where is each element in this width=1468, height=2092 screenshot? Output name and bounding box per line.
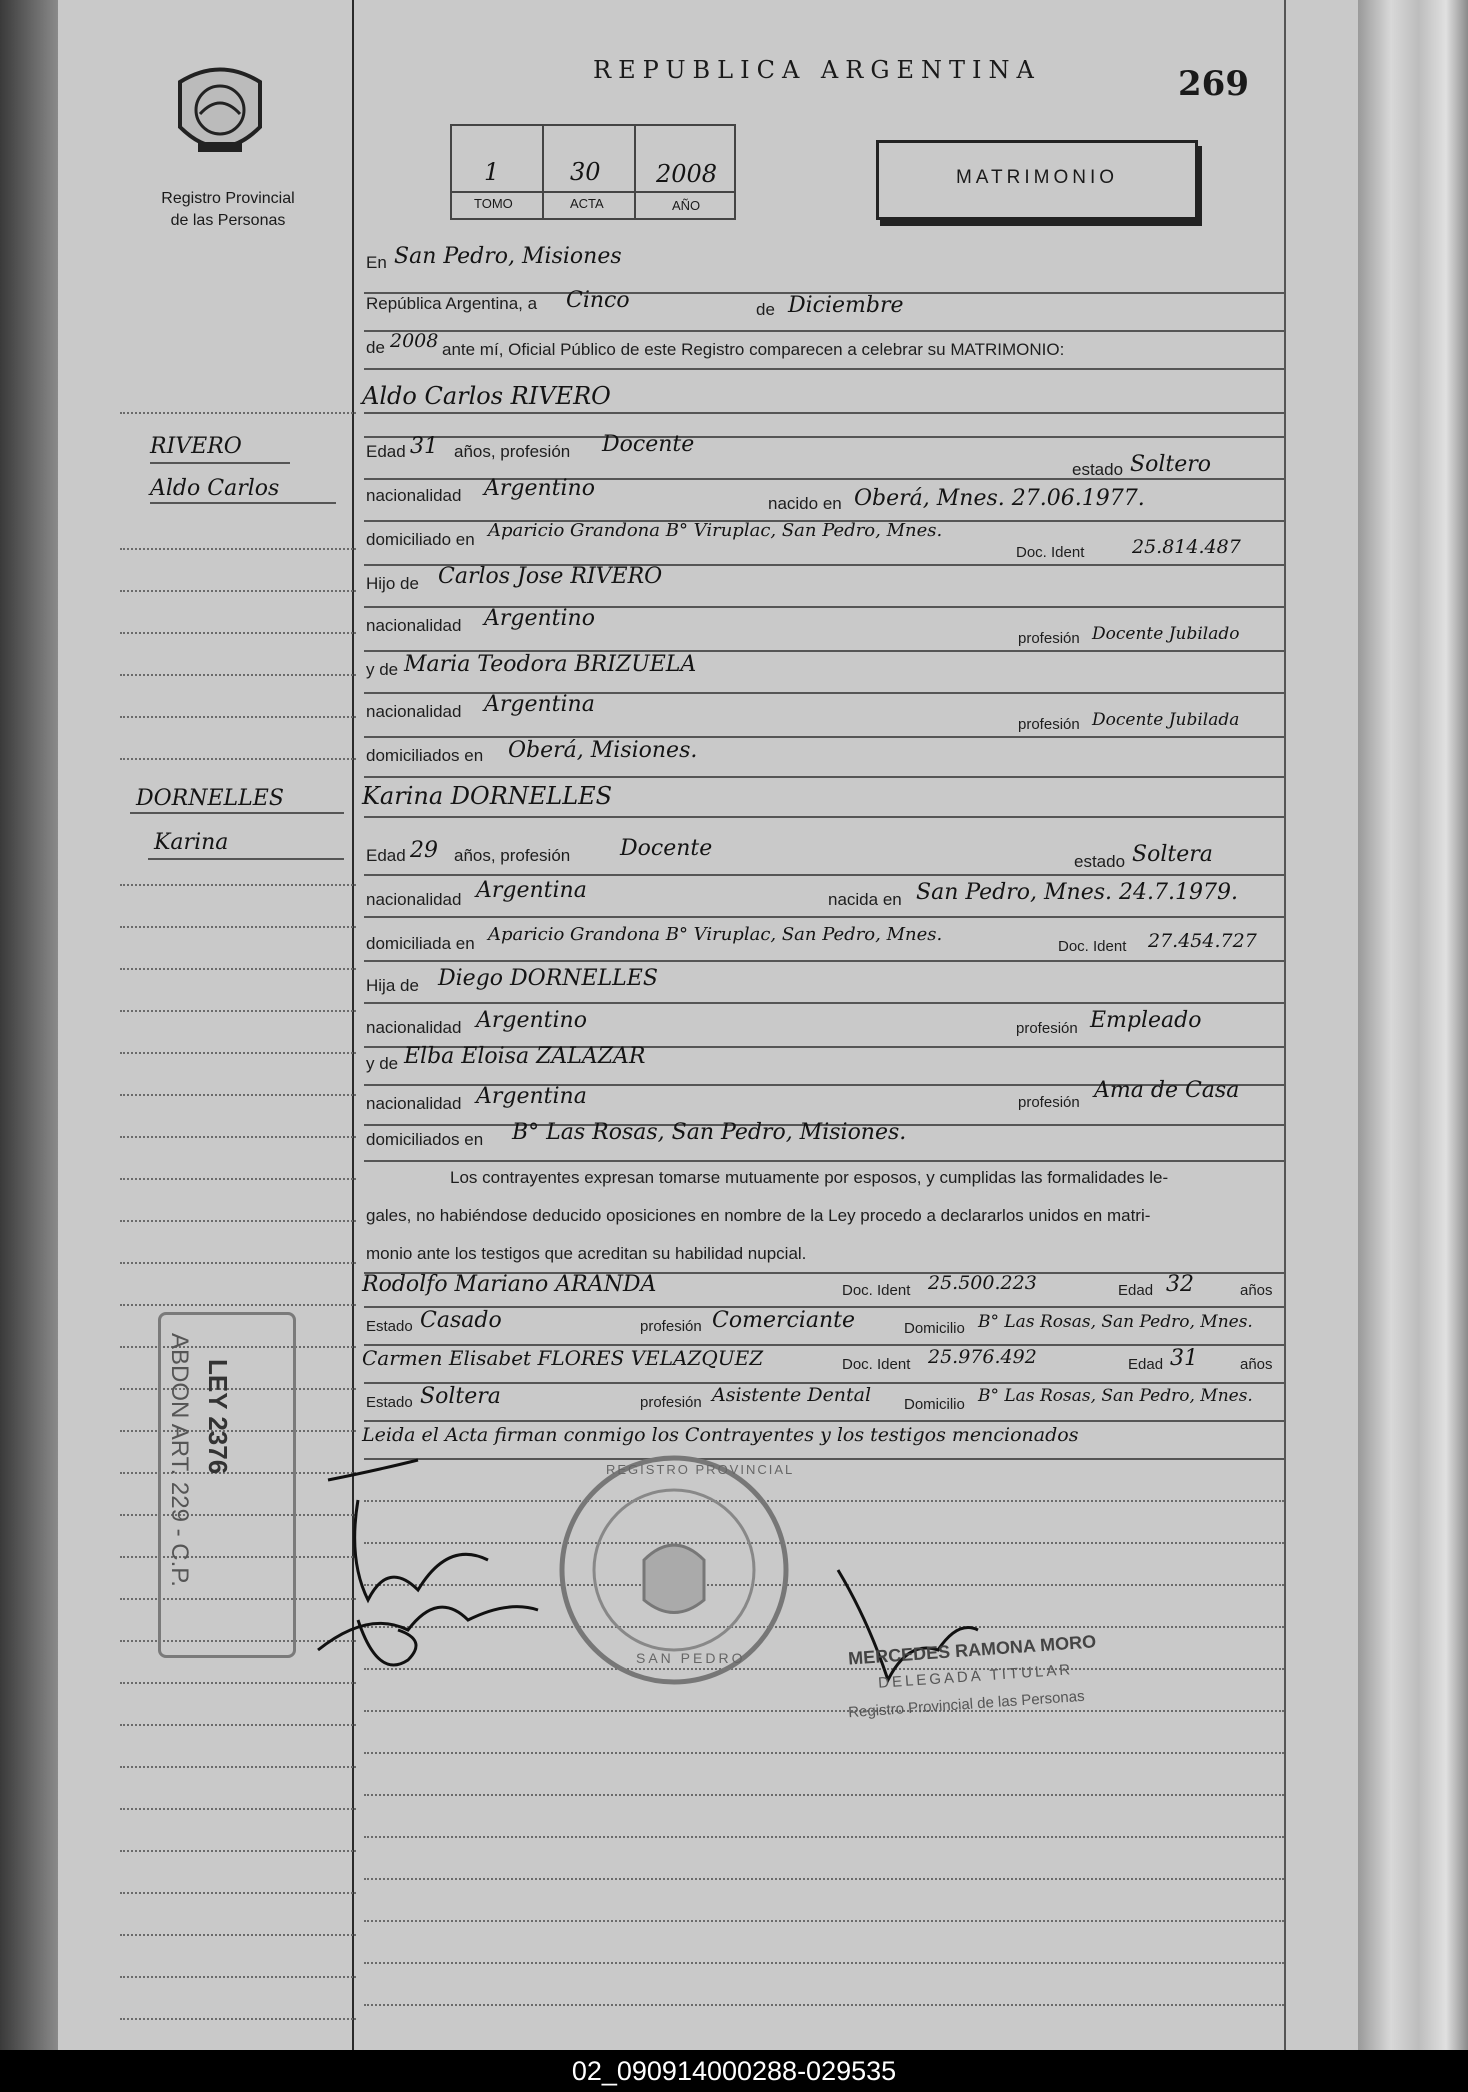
law-stamp-subtext: ABDON ART. 229 - C.P. [166, 1333, 193, 1587]
witness2-estado-label: Estado [366, 1394, 413, 1411]
witness1-estado-label: Estado [366, 1318, 413, 1335]
margin-rule [120, 716, 356, 718]
bride-mother-prof-label: profesión [1018, 1094, 1080, 1111]
witness2-dom-label: Domicilio [904, 1396, 965, 1413]
margin-rule [120, 884, 356, 886]
bride-nacida-label: nacida en [828, 890, 902, 909]
groom-father-nationality: Argentino [484, 606, 595, 631]
section-rule [364, 436, 1284, 438]
rule [364, 1160, 1284, 1162]
margin-divider [352, 0, 354, 2050]
witness1-doc: 25.500.223 [928, 1272, 1037, 1294]
groom-hijo-label: Hijo de [366, 574, 419, 593]
bride-nationality: Argentina [476, 878, 587, 903]
margin-rule [120, 412, 356, 414]
margin-rule [120, 1094, 356, 1096]
bride-mother: Elba Eloisa ZALAZAR [404, 1044, 646, 1069]
place-value: San Pedro, Misiones [394, 244, 622, 269]
rule [364, 330, 1284, 332]
bride-father-profession: Empleado [1090, 1008, 1202, 1033]
witness1-address: B° Las Rosas, San Pedro, Mnes. [978, 1312, 1253, 1332]
witness1-status: Casado [420, 1308, 502, 1333]
groom-father-profession: Docente Jubilado [1092, 624, 1240, 644]
witness2-anos-label: años [1240, 1356, 1273, 1373]
en-label: En [366, 253, 387, 272]
rule [364, 1878, 1284, 1880]
witness2-profession: Asistente Dental [712, 1384, 872, 1406]
bride-mother-nac-label: nacionalidad [366, 1094, 462, 1113]
official-name: MERCEDES RAMONA MORO [847, 1631, 1097, 1669]
witness1-name: Rodolfo Mariano ARANDA [362, 1272, 657, 1297]
de-label: de [756, 300, 775, 319]
margin-rule [120, 1934, 356, 1936]
margin-rule [120, 968, 356, 970]
bride-hija-label: Hija de [366, 976, 419, 995]
rule [364, 1420, 1284, 1422]
bride-parents-address: B° Las Rosas, San Pedro, Misiones. [512, 1120, 907, 1145]
margin-rule [120, 1136, 356, 1138]
bride-edad-label: Edad [366, 846, 406, 865]
margin-groom-given: Aldo Carlos [150, 476, 280, 501]
year-prefix-label: de [366, 338, 385, 357]
day-value: Cinco [566, 288, 630, 313]
groom-yde-label: y de [366, 660, 399, 679]
year-value: 2008 [390, 330, 439, 352]
rule [364, 2004, 1284, 2006]
margin-rule [120, 1010, 356, 1012]
groom-nacido-label: nacido en [768, 494, 842, 513]
bride-profession: Docente [620, 836, 713, 861]
register-page [58, 0, 1358, 2050]
groom-birth: Oberá, Mnes. 27.06.1977. [854, 486, 1145, 511]
bride-age: 29 [410, 838, 438, 863]
rule [364, 412, 1284, 414]
rule [364, 1752, 1284, 1754]
margin-rule [120, 1892, 356, 1894]
bride-yde-label: y de [366, 1054, 399, 1073]
bride-nac-label: nacionalidad [366, 890, 462, 909]
book-spine [0, 0, 58, 2050]
witness1-dom-label: Domicilio [904, 1320, 965, 1337]
declaration-line2: gales, no habiéndose deducido oposiciones en nombre de la Ley procedo a declararlos unidos en matri- [366, 1206, 1151, 1225]
margin-rule [120, 590, 356, 592]
margin-rule [120, 1808, 356, 1810]
registry-name-line1: Registro Provincial [161, 190, 295, 207]
groom-profession: Docente [602, 432, 695, 457]
bride-mother-profession: Ama de Casa [1094, 1078, 1240, 1103]
official-registry: Registro Provincial de las Personas [847, 1687, 1086, 1722]
margin-rule [120, 1304, 356, 1306]
margin-rule [120, 548, 356, 550]
witness1-age: 32 [1166, 1272, 1194, 1297]
bride-father-nac-label: nacionalidad [366, 1018, 462, 1037]
margin-rule [120, 1262, 356, 1264]
rule [364, 1962, 1284, 1964]
law-stamp-text: LEY 2376 [203, 1359, 233, 1475]
groom-estado-label: estado [1072, 460, 1124, 479]
groom-mother-nationality: Argentina [484, 692, 595, 717]
margin-rule [120, 674, 356, 676]
groom-edad-label: Edad [366, 442, 406, 461]
document-type-label: MATRIMONIO [955, 167, 1119, 188]
groom-prof-label: años, profesión [454, 442, 571, 461]
bride-doc: 27.454.727 [1148, 930, 1257, 952]
margin-rule [120, 1850, 356, 1852]
margin-rule [120, 1766, 356, 1768]
underline [130, 812, 344, 814]
scan-identifier: 02_090914000288-029535 [0, 2050, 1468, 2092]
groom-parents-address: Oberá, Misiones. [508, 738, 698, 763]
groom-doc-label: Doc. Ident [1016, 544, 1085, 561]
groom-address: Aparicio Grandona B° Viruplac, San Pedro, Mnes. [488, 520, 943, 541]
witness2-doc: 25.976.492 [928, 1346, 1037, 1368]
rule [364, 1002, 1284, 1004]
bride-father-prof-label: profesión [1016, 1020, 1078, 1037]
registry-name-line2: de las Personas [170, 212, 286, 229]
witness2-name: Carmen Elisabet FLORES VELAZQUEZ [362, 1346, 764, 1370]
seal-top-text: REGISTRO PROVINCIAL [606, 1462, 795, 1477]
closing-statement: Leida el Acta firman conmigo los Contrayentes y los testigos mencionados [362, 1424, 1079, 1446]
bride-doc-label: Doc. Ident [1058, 938, 1127, 955]
witness1-doc-label: Doc. Ident [842, 1282, 911, 1299]
country-heading: REPUBLICA ARGENTINA [593, 56, 1041, 84]
witness1-prof-label: profesión [640, 1318, 702, 1335]
bride-prof-label: años, profesión [454, 846, 571, 865]
rule [364, 776, 1284, 778]
witness1-edad-label: Edad [1118, 1282, 1154, 1299]
margin-bride-surname: DORNELLES [136, 786, 284, 811]
rule [364, 916, 1284, 918]
bride-full-name: Karina DORNELLES [362, 782, 613, 810]
acta-value: 30 [570, 158, 601, 186]
margin-rule [120, 1976, 356, 1978]
underline [148, 858, 344, 860]
rule [364, 1794, 1284, 1796]
margin-groom-surname: RIVERO [150, 434, 242, 459]
margin-rule [120, 2018, 356, 2020]
official-title: DELEGADA TITULAR [877, 1661, 1074, 1692]
seal-bottom-text: SAN PEDRO [636, 1650, 746, 1666]
rule [364, 736, 1284, 738]
bride-father-nationality: Argentino [476, 1008, 587, 1033]
record-number-box [450, 124, 736, 220]
document-type-box [876, 140, 1198, 220]
margin-rule [120, 1220, 356, 1222]
rule [364, 960, 1284, 962]
contracting-parties-signatures [288, 1440, 608, 1700]
rule [364, 874, 1284, 876]
witness2-prof-label: profesión [640, 1394, 702, 1411]
groom-father: Carlos Jose RIVERO [438, 564, 663, 589]
groom-nac-label: nacionalidad [366, 486, 462, 505]
bride-dom-label: domiciliada en [366, 934, 475, 953]
provincial-emblem-icon [170, 62, 270, 170]
witness2-age: 31 [1170, 1346, 1198, 1371]
tomo-label: TOMO [474, 196, 513, 211]
month-value: Diciembre [788, 293, 904, 318]
witness2-status: Soltera [420, 1384, 501, 1409]
declaration-line1: Los contrayentes expresan tomarse mutuamente por esposos, y cumplidas las formalidades le- [450, 1168, 1169, 1187]
page-number: 269 [1178, 64, 1249, 104]
witness1-profession: Comerciante [712, 1308, 855, 1333]
margin-rule [120, 632, 356, 634]
bride-parents-dom-label: domiciliados en [366, 1130, 484, 1149]
bride-mother-nationality: Argentina [476, 1084, 587, 1109]
bride-birth: San Pedro, Mnes. 24.7.1979. [916, 880, 1238, 905]
republica-label: República Argentina, a [366, 294, 538, 313]
underline [150, 462, 290, 464]
groom-father-nac-label: nacionalidad [366, 616, 462, 635]
bride-father: Diego DORNELLES [438, 966, 658, 991]
groom-mother-profession: Docente Jubilada [1092, 710, 1240, 730]
rule [364, 368, 1284, 370]
page-stack-edge [1358, 0, 1468, 2050]
witness2-doc-label: Doc. Ident [842, 1356, 911, 1373]
law-stamp [158, 1312, 296, 1658]
groom-age: 31 [410, 434, 438, 459]
groom-doc: 25.814.487 [1132, 536, 1241, 558]
rule [364, 1710, 1284, 1712]
bride-status: Soltera [1132, 842, 1213, 867]
section-rule [364, 816, 1284, 818]
groom-dom-label: domiciliado en [366, 530, 475, 549]
margin-rule [120, 1178, 356, 1180]
margin-rule [120, 1724, 356, 1726]
ano-label: AÑO [672, 198, 701, 213]
groom-mother: Maria Teodora BRIZUELA [404, 652, 697, 677]
rule [364, 1836, 1284, 1838]
groom-full-name: Aldo Carlos RIVERO [362, 382, 611, 410]
acta-label: ACTA [570, 196, 604, 211]
margin-rule [120, 758, 356, 760]
witness2-address: B° Las Rosas, San Pedro, Mnes. [978, 1386, 1253, 1406]
groom-status: Soltero [1130, 452, 1211, 477]
intro-statement: ante mí, Oficial Público de este Registro comparecen a celebrar su MATRIMONIO: [442, 340, 1065, 359]
bride-estado-label: estado [1074, 852, 1126, 871]
tomo-value: 1 [484, 158, 500, 186]
groom-mother-prof-label: profesión [1018, 716, 1080, 733]
rule [364, 1920, 1284, 1922]
witness1-anos-label: años [1240, 1282, 1273, 1299]
bride-address: Aparicio Grandona B° Viruplac, San Pedro, Mnes. [488, 924, 943, 945]
declaration-line3: monio ante los testigos que acreditan su habilidad nupcial. [366, 1244, 807, 1263]
groom-parents-dom-label: domiciliados en [366, 746, 484, 765]
underline [150, 502, 336, 504]
groom-mother-nac-label: nacionalidad [366, 702, 462, 721]
groom-nationality: Argentino [484, 476, 595, 501]
ano-value: 2008 [656, 160, 718, 188]
margin-rule [120, 926, 356, 928]
right-border-line [1284, 0, 1286, 2050]
groom-father-prof-label: profesión [1018, 630, 1080, 647]
witness2-edad-label: Edad [1128, 1356, 1164, 1373]
margin-rule [120, 1052, 356, 1054]
margin-bride-given: Karina [154, 830, 229, 855]
